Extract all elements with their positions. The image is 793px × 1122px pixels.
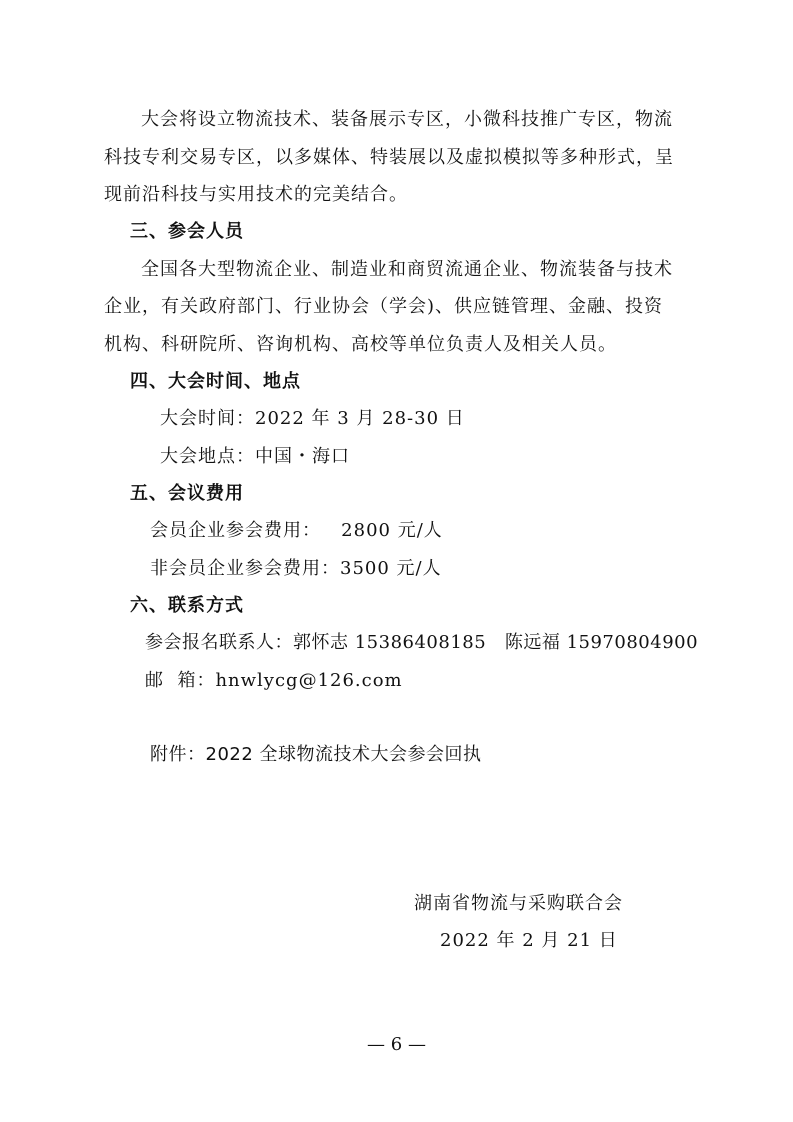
meeting-place: 大会地点：中国・海口 xyxy=(160,446,350,467)
section-5-heading: 五、会议费用 xyxy=(130,483,244,504)
signature-date: 2022 年 2 月 21 日 xyxy=(440,930,618,951)
attachment-line: 附件：2022 全球物流技术大会参会回执 xyxy=(150,744,482,765)
paragraph-3-line-3: 机构、科研院所、咨询机构、高校等单位负责人及相关人员。 xyxy=(104,334,617,355)
page-number: — 6 — xyxy=(367,1034,426,1055)
paragraph-1-line-1: 大会将设立物流技术、装备展示专区，小微科技推广专区，物流 xyxy=(141,109,673,130)
paragraph-3-line-2: 企业，有关政府部门、行业协会（学会)、供应链管理、金融、投资 xyxy=(104,296,664,317)
paragraph-1-line-3: 现前沿科技与实用技术的完美结合。 xyxy=(104,184,408,205)
fee-member: 会员企业参会费用： 2800 元/人 xyxy=(150,520,443,541)
section-6-heading: 六、联系方式 xyxy=(130,595,244,616)
contact-line: 参会报名联系人：郭怀志 15386408185 陈远福 15970804900 xyxy=(145,632,699,653)
paragraph-1-line-2: 科技专利交易专区，以多媒体、特装展以及虚拟模拟等多种形式，呈 xyxy=(104,147,674,168)
paragraph-3-line-1: 全国各大型物流企业、制造业和商贸流通企业、物流装备与技术 xyxy=(141,259,673,280)
fee-nonmember: 非会员企业参会费用：3500 元/人 xyxy=(150,558,442,579)
meeting-time: 大会时间：2022 年 3 月 28-30 日 xyxy=(160,408,465,429)
section-4-heading: 四、大会时间、地点 xyxy=(130,371,301,392)
signature-org: 湖南省物流与采购联合会 xyxy=(414,893,623,914)
email-line: 邮 箱：hnwlycg@126.com xyxy=(145,670,403,691)
section-3-heading: 三、参会人员 xyxy=(130,221,244,242)
